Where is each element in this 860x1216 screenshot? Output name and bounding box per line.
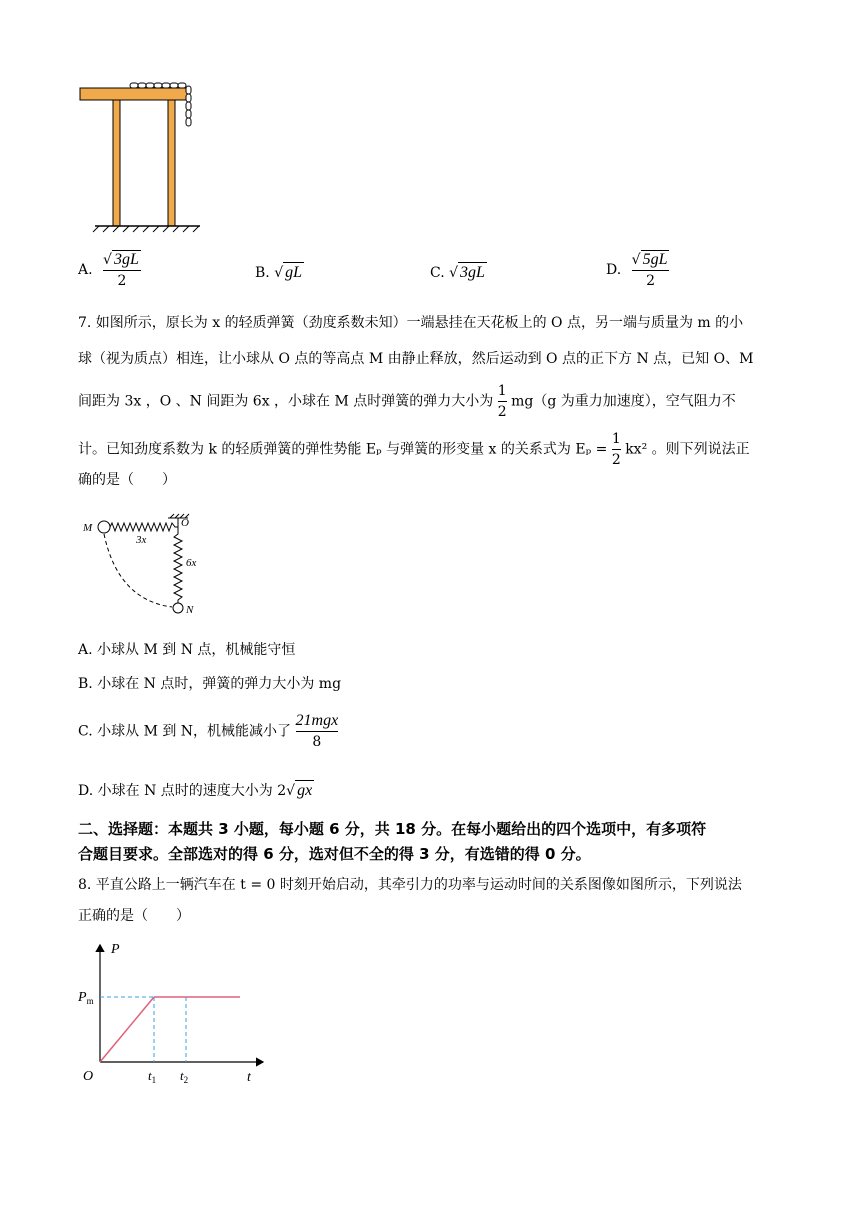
fig-label-3x: 3x xyxy=(136,534,147,546)
spring-figure xyxy=(78,510,208,620)
q7-option-c[interactable]: C. 小球从 M 到 N，机械能减小了 $\frac{\text{21mgx}}{8}$ xyxy=(78,712,339,750)
power-time-graph xyxy=(75,935,275,1090)
q6-option-b[interactable]: B. √ gL xyxy=(255,264,303,281)
q6-option-d[interactable]: D. $\frac{√ 5gL}{2}$ xyxy=(606,251,668,289)
fig-label-n: N xyxy=(186,604,194,616)
q7-option-b[interactable]: B. 小球在 N 点时，弹簧的弹力大小为 mg xyxy=(78,676,342,692)
x-axis-label: t xyxy=(247,1070,251,1085)
q7-option-a[interactable]: A. 小球从 M 到 N 点，机械能守恒 xyxy=(78,642,296,658)
q8-stem-line2: 正确的是（ ） xyxy=(78,908,190,924)
power-ramp xyxy=(100,997,154,1062)
q7-option-d[interactable]: D. 小球在 N 点时的速度大小为 2√ gx xyxy=(78,782,313,799)
q7-stem-line5: 确的是（ ） xyxy=(78,472,176,488)
q7-stem-line2: 球（视为质点）相连，让小球从 O 点的等高点 M 由静止释放，然后运动到 O 点的正下方 N 点，已知 O、M xyxy=(78,351,754,367)
pm-label: $P_m$ xyxy=(78,990,94,1006)
fig-label-6x: 6x xyxy=(186,557,197,569)
y-axis-label: P xyxy=(111,942,120,957)
fig-label-m: M xyxy=(83,522,93,534)
section2-heading-line2: 合题目要求。全部选对的得 6 分，选对但不全的得 3 分，有选错的得 0 分。 xyxy=(78,845,591,863)
q8-stem-line1: 8. 平直公路上一辆汽车在 t = 0 时刻开始启动，其牵引力的功率与运动时间的关系图像如图所示，下列说法 xyxy=(78,877,742,893)
section2-heading-line1: 二、选择题：本题共 3 小题，每小题 6 分，共 18 分。在每小题给出的四个选项中，有多项符 xyxy=(78,820,707,838)
origin-label: O xyxy=(83,1069,94,1084)
fig-label-o: O xyxy=(181,517,189,529)
q7-stem-line3: 间距为 3x ，O 、N 间距为 6x ，小球在 M 点时弹簧的弹力大小为 $\frac{1}{2}$ mg（g 为重力加速度），空气阻力不 xyxy=(78,383,736,420)
t2-label: $t_2$ xyxy=(180,1068,189,1085)
q7-stem-line1: 7. 如图所示，原长为 x 的轻质弹簧（劲度系数未知）一端悬挂在天花板上的 O 点，另一端与质量为 m 的小 xyxy=(78,315,744,331)
q7-stem-line4: 计。已知劲度系数为 k 的轻质弹簧的弹性势能 Eₚ 与弹簧的形变量 x 的关系式为 Eₚ = $\frac{1}{2}$ kx² 。则下列说法正 xyxy=(78,431,750,468)
t1-label: $t_1$ xyxy=(148,1068,157,1085)
table-chain-figure xyxy=(75,80,210,235)
q6-option-a[interactable]: A. $\frac{√ 3gL}{2}$ xyxy=(78,251,139,289)
q6-option-c[interactable]: C. √ 3gL xyxy=(430,264,485,281)
